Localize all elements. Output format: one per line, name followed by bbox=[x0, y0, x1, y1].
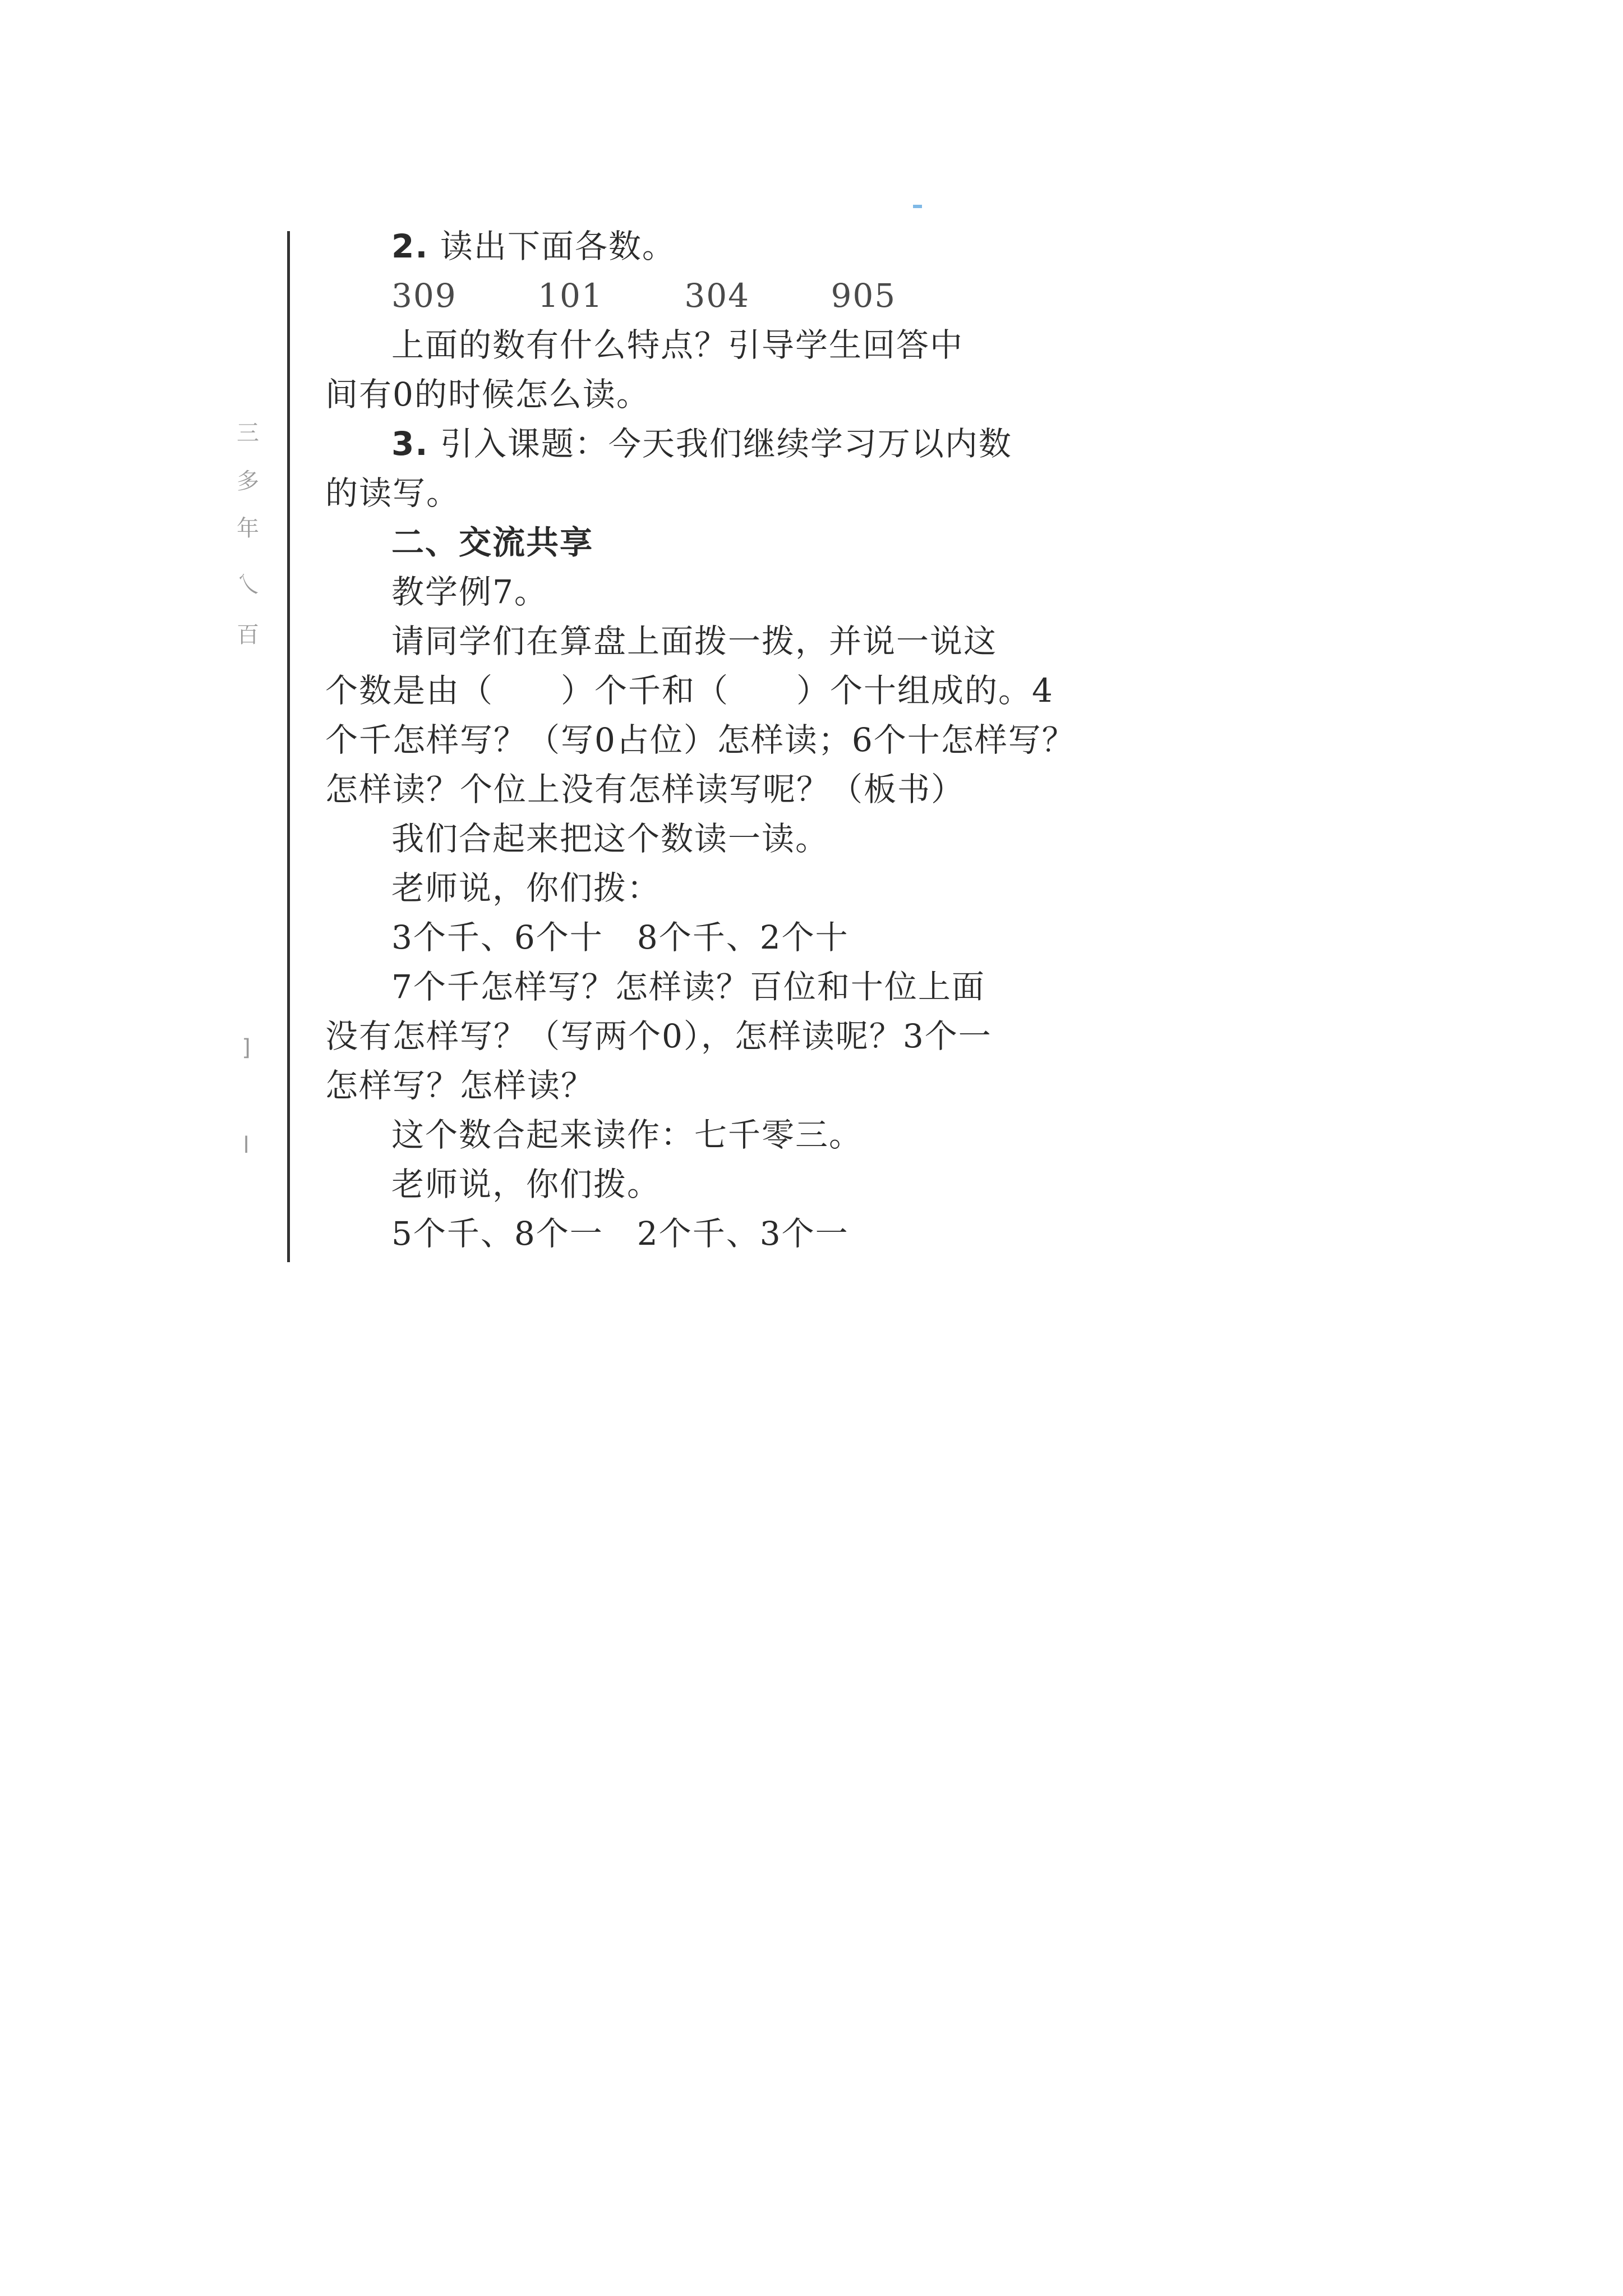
item-text: 读出下面各数。 bbox=[440, 227, 676, 265]
item-text: 引入课题：今天我们继续学习万以内数 bbox=[440, 425, 1012, 463]
paragraph-line: 上面的数有什么特点？引导学生回答中 bbox=[391, 326, 964, 364]
paragraph-line: 个千怎样写？（写0占位）怎样读；6个十怎样写？ bbox=[325, 721, 1076, 759]
ink-speck bbox=[913, 205, 922, 208]
paragraph-line: 5个千、8个一 2个千、3个一 bbox=[391, 1214, 849, 1253]
numbers-row bbox=[325, 271, 987, 320]
lesson-text bbox=[325, 222, 1076, 1258]
paragraph-line: 7个千怎样写？怎样读？百位和十位上面 bbox=[391, 968, 985, 1006]
paragraph-line: 的读写。 bbox=[325, 474, 460, 512]
margin-mark: 三 bbox=[237, 420, 259, 446]
section-heading: 二、交流共享 bbox=[391, 523, 594, 562]
margin-rule bbox=[287, 231, 290, 1262]
margin-mark: l bbox=[243, 1133, 250, 1158]
number-value: 101 bbox=[538, 277, 603, 315]
item-2-line bbox=[325, 222, 987, 271]
number-value: 309 bbox=[391, 277, 457, 315]
margin-mark: 乀 bbox=[237, 572, 259, 597]
paragraph-line: 间有0的时候怎么读。 bbox=[325, 375, 650, 413]
paragraph-line: 个数是由（ ）个千和（ ）个十组成的。4 bbox=[325, 671, 1054, 710]
paragraph-line: 这个数合起来读作：七千零三。 bbox=[391, 1116, 863, 1154]
margin-mark: ] bbox=[242, 1035, 251, 1061]
paragraph-line: 老师说，你们拨。 bbox=[391, 1165, 661, 1203]
paragraph-line: 怎样写？怎样读？ bbox=[325, 1066, 595, 1105]
item-number: 2. bbox=[391, 227, 429, 265]
number-value: 905 bbox=[831, 277, 897, 315]
paragraph-line: 我们合起来把这个数读一读。 bbox=[391, 820, 829, 858]
paragraph-line: 请同学们在算盘上面拨一拨，并说一说这 bbox=[391, 622, 998, 660]
paragraph-line: 教学例7。 bbox=[391, 573, 548, 611]
paragraph-line: 3个千、6个十 8个千、2个十 bbox=[391, 918, 849, 956]
item-3-line bbox=[325, 419, 1012, 468]
margin-mark: 年 bbox=[237, 516, 259, 541]
item-number: 3. bbox=[391, 425, 429, 463]
paragraph-line: 老师说，你们拨： bbox=[391, 869, 661, 907]
paragraph-line: 没有怎样写？（写两个0），怎样读呢？3个一 bbox=[325, 1017, 992, 1055]
paragraph-line: 怎样读？个位上没有怎样读写呢？（板书） bbox=[325, 770, 965, 808]
margin-mark: 多 bbox=[237, 468, 259, 494]
number-value: 304 bbox=[684, 277, 750, 315]
margin-mark: 百 bbox=[237, 622, 259, 648]
